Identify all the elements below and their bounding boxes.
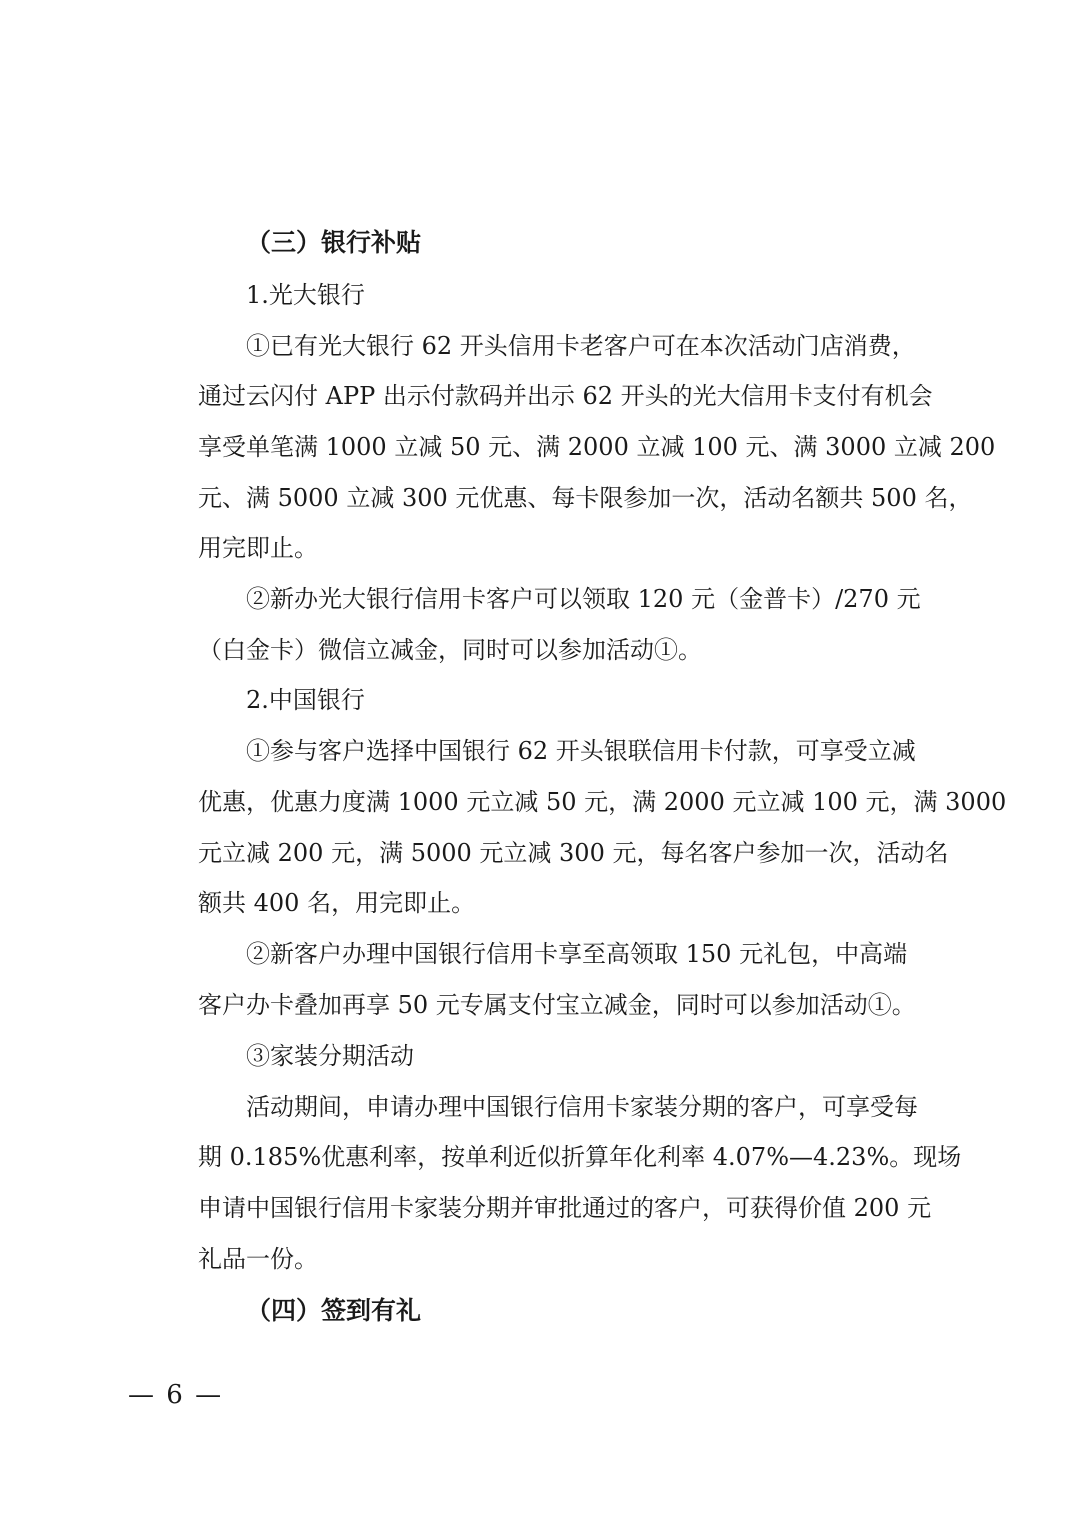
section-4-heading: （四）签到有礼 bbox=[246, 1296, 422, 1325]
page-number: — 6 — bbox=[128, 1380, 224, 1410]
boc-p1-line-2: 优惠，优惠力度满 1000 元立减 50 元，满 2000 元立减 100 元，满 3000 bbox=[198, 788, 1007, 816]
boc-p2-line-1: ②新客户办理中国银行信用卡享至高领取 150 元礼包，中高端 bbox=[246, 940, 908, 968]
boc-p2-line-2: 客户办卡叠加再享 50 元专属支付宝立减金，同时可以参加活动①。 bbox=[198, 991, 916, 1019]
ceb-p1-line-3: 享受单笔满 1000 立减 50 元、满 2000 立减 100 元、满 3000 立减 200 bbox=[198, 433, 996, 461]
boc-p3-line-1: 活动期间，申请办理中国银行信用卡家装分期的客户，可享受每 bbox=[246, 1093, 918, 1121]
ceb-p1-line-2: 通过云闪付 APP 出示付款码并出示 62 开头的光大信用卡支付有机会 bbox=[198, 382, 933, 410]
ceb-p1-line-5: 用完即止。 bbox=[198, 534, 318, 562]
ceb-p2-line-2: （白金卡）微信立减金，同时可以参加活动①。 bbox=[198, 636, 702, 664]
boc-p3-line-3: 申请中国银行信用卡家装分期并审批通过的客户，可获得价值 200 元 bbox=[198, 1194, 932, 1222]
boc-p3-title: ③家装分期活动 bbox=[246, 1042, 414, 1070]
ceb-title: 1.光大银行 bbox=[246, 281, 365, 309]
ceb-p2-line-1: ②新办光大银行信用卡客户可以领取 120 元（金普卡）/270 元 bbox=[246, 585, 921, 613]
boc-p1-line-3: 元立减 200 元，满 5000 元立减 300 元，每名客户参加一次，活动名 bbox=[198, 839, 949, 867]
boc-p3-line-2: 期 0.185%优惠利率，按单利近似折算年化利率 4.07%—4.23%。现场 bbox=[198, 1143, 962, 1171]
ceb-p1-line-1: ①已有光大银行 62 开头信用卡老客户可在本次活动门店消费， bbox=[246, 332, 916, 360]
ceb-p1-line-4: 元、满 5000 立减 300 元优惠、每卡限参加一次，活动名额共 500 名， bbox=[198, 484, 973, 512]
boc-p1-line-4: 额共 400 名，用完即止。 bbox=[198, 889, 476, 917]
boc-p1-line-1: ①参与客户选择中国银行 62 开头银联信用卡付款，可享受立减 bbox=[246, 737, 916, 765]
boc-p3-line-4: 礼品一份。 bbox=[198, 1245, 318, 1273]
section-3-heading: （三）银行补贴 bbox=[246, 228, 422, 257]
boc-title: 2.中国银行 bbox=[246, 686, 365, 714]
